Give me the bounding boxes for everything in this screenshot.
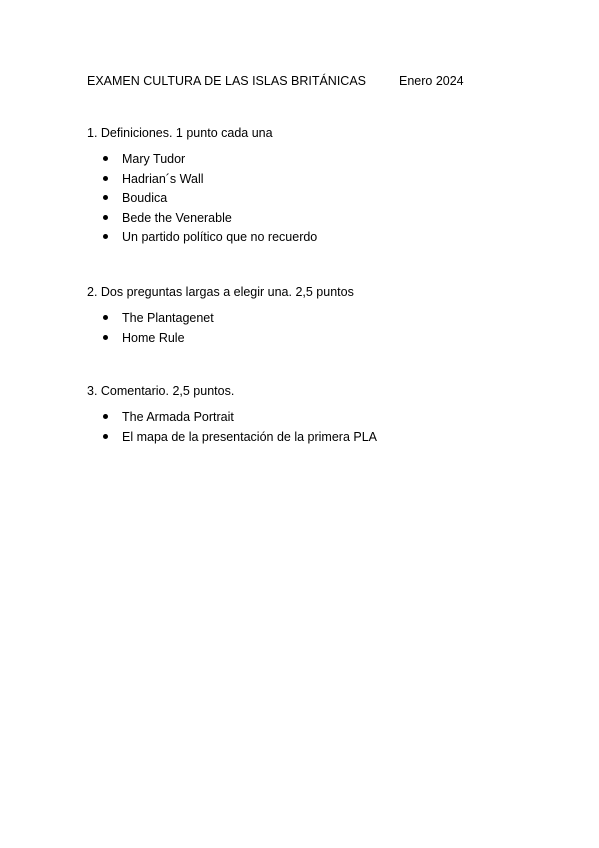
section-heading: 3. Comentario. 2,5 puntos. [87, 384, 235, 398]
list-item [87, 210, 527, 230]
list-item [87, 310, 527, 330]
list-item-text: Boudica [122, 191, 168, 205]
bullet-icon [103, 335, 108, 340]
section-commentary [87, 383, 527, 448]
exam-date: Enero 2024 [399, 74, 464, 88]
section-heading: 2. Dos preguntas largas a elegir una. 2,5 puntos [87, 285, 354, 299]
bullet-list [87, 151, 527, 249]
list-item [87, 171, 527, 191]
bullet-icon [103, 234, 108, 239]
list-item-text: Un partido político que no recuerdo [122, 230, 318, 244]
list-item-text: Bede the Venerable [122, 210, 232, 225]
bullet-list [87, 409, 527, 448]
bullet-icon [103, 414, 108, 419]
list-item [87, 429, 527, 449]
list-item [87, 151, 527, 171]
section-definitions [87, 125, 527, 249]
list-item-text: Mary Tudor [122, 152, 186, 166]
list-item-text: The Armada Portrait [122, 410, 234, 424]
section-heading: 1. Definiciones. 1 punto cada una [87, 126, 273, 140]
list-item [87, 330, 527, 350]
section-long-questions [87, 284, 527, 349]
list-item [87, 409, 527, 429]
list-item [87, 190, 527, 210]
bullet-icon [103, 156, 108, 161]
bullet-icon [103, 176, 108, 181]
list-item-text: The Plantagenet [122, 311, 214, 325]
bullet-icon [103, 195, 108, 200]
list-item-text: Hadrian´s Wall [122, 171, 204, 186]
list-item [87, 229, 527, 249]
bullet-icon [103, 434, 108, 439]
list-item-text: Home Rule [122, 330, 185, 345]
bullet-icon [103, 215, 108, 220]
bullet-icon [103, 315, 108, 320]
bullet-list [87, 310, 527, 349]
list-item-text: El mapa de la presentación de la primera PLA [122, 429, 378, 444]
exam-title: EXAMEN CULTURA DE LAS ISLAS BRITÁNICAS [87, 74, 367, 88]
